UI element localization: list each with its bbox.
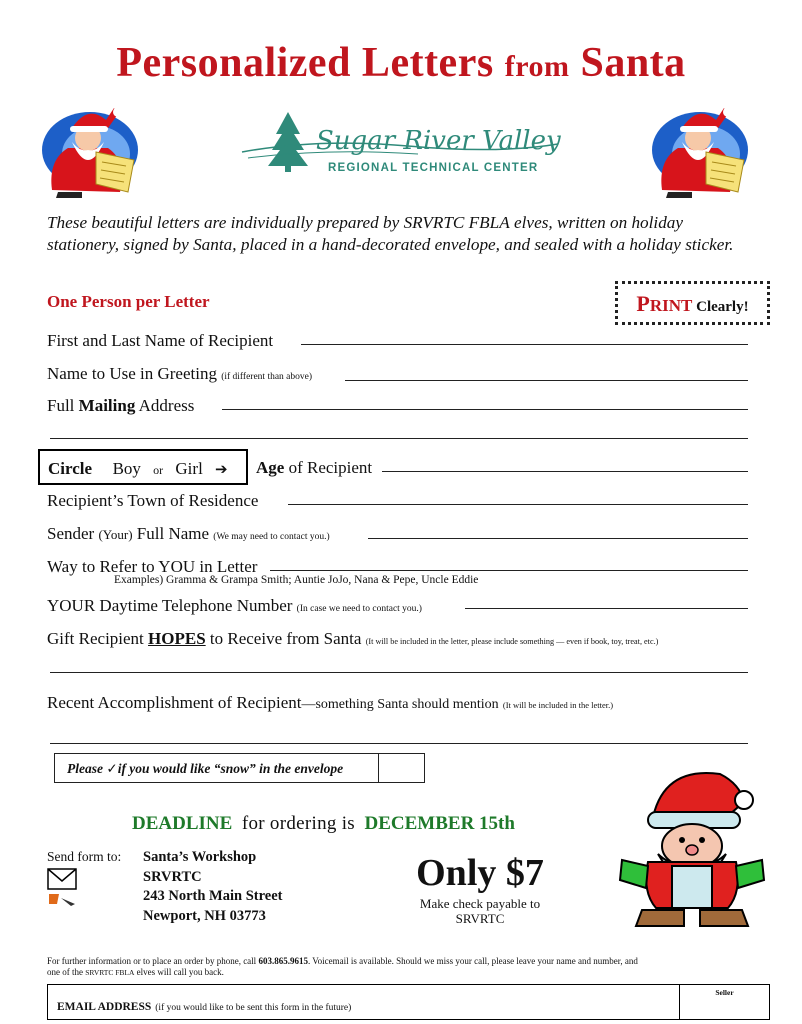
age-rest: of Recipient [284,458,373,477]
print-rest: RINT [649,296,693,315]
print-initial: P [636,291,650,316]
phone-text: YOUR Daytime Telephone Number [47,596,293,615]
town-field[interactable] [288,504,748,505]
intro-paragraph [47,212,747,256]
greeting-name-label [47,364,312,387]
footer-c: one of the [47,967,86,977]
accomplishment-label [47,693,613,715]
gift-hopes: HOPES [148,629,206,648]
email-label: EMAIL ADDRESS [57,1001,152,1013]
recipient-name-label: First and Last Name of Recipient [47,331,274,350]
deadline-date: DECEMBER 15th [364,813,515,834]
address-line-1: Santa’s Workshop [143,849,257,865]
send-address [143,848,282,926]
footer-d: elves will call you back. [134,967,224,977]
deadline-mid: for ordering is [241,813,356,834]
gift-a: Gift Recipient [47,629,149,648]
santa-cartoon-icon [612,762,768,930]
circle-label: Circle [48,459,93,478]
arrow-right-icon: ➔ [215,460,228,478]
girl-option[interactable]: Girl [175,459,203,478]
print-clearly: Clearly! [692,299,749,315]
refer-label: Way to Refer to YOU in Letter [47,557,258,576]
intro-org: SRVRTC FBLA [403,213,510,232]
logo-name: Sugar River Valley [316,126,561,156]
envelope-mail-icon [47,868,81,908]
accomp-note: (It will be included in the letter.) [502,700,614,710]
phone-label [47,596,422,619]
page-title [0,38,802,92]
mailing-pre: Full [47,396,79,415]
footer-b: . Voicemail is available. Should we miss your call, please leave your name and number, and [307,956,638,966]
age-label [256,458,372,478]
checkmark-icon: ✓ [106,761,118,777]
title-main: Personalized Letters [116,40,494,86]
sender-label [47,524,330,547]
srvrtc-logo [238,108,570,180]
mailing-bold: Mailing [78,396,136,415]
gift-note: (It will be included in the letter, please include something — even if book, toy, treat, etc.) [365,637,659,646]
seller-label: Seller [715,988,734,997]
price-block [400,850,560,926]
deadline-word: DEADLINE [132,813,233,834]
gender-circle-box [38,449,248,485]
address-line-3: 243 North Main Street [143,888,283,904]
greeting-name-field[interactable] [345,380,748,381]
one-person-heading: One Person per Letter [47,292,210,311]
price-amount: Only $7 [416,852,544,894]
snow-checkbox[interactable] [378,754,424,782]
mailing-address-field-2[interactable] [50,438,748,439]
title-from: from [504,50,570,83]
age-field[interactable] [382,471,748,472]
title-santa: Santa [580,40,686,86]
email-note: (if you would like to be sent this form in the future) [155,1003,352,1013]
sender-b: (Your) [98,527,133,542]
snow-option-box [54,753,425,783]
footer-org: SRVRTC FBLA [85,968,135,977]
sender-note: (We may need to contact you.) [213,532,330,542]
phone-note: (In case we need to contact you.) [296,604,422,614]
address-line-2: SRVRTC [143,868,202,885]
boy-option[interactable]: Boy [112,459,141,478]
town-label: Recipient’s Town of Residence [47,491,259,510]
accomp-text: Recent Accomplishment of Recipient [47,693,302,712]
footer-a: For further information or to place an order by phone, call [47,956,259,966]
check-payable: Make check payable to [419,896,541,911]
sender-field[interactable] [368,538,748,539]
sender-a: Sender [47,524,99,543]
email-field[interactable] [57,997,351,1015]
accomp-rest: —something Santa should mention [301,697,499,712]
gift-field[interactable] [50,672,748,673]
phone-field[interactable] [465,608,748,609]
snow-rest: if you would like “snow” in the envelope [117,761,344,776]
refer-field[interactable] [270,570,748,571]
greeting-name-note: (if different than above) [221,372,313,382]
send-label: Send form to: [47,849,122,864]
intro-part1: These beautiful letters are individually prepared by [47,213,404,232]
email-box [47,984,770,1020]
intro-part2: elves, written on holiday stationery, signed by Santa, placed in a hand-decorated envelope, and sealed with a holiday sticker. [47,213,734,254]
snow-please: Please [67,761,107,776]
accomplishment-field[interactable] [50,743,748,744]
recipient-name-field[interactable] [301,344,748,345]
footer-phone: 603.865.9615 [258,956,308,966]
greeting-name-text: Name to Use in Greeting [47,364,217,383]
footer-info [47,956,767,978]
deadline-line [132,813,515,835]
santa-reading-icon-left [38,100,150,200]
sender-c: Full Name [132,524,210,543]
gift-c: to Receive from Santa [205,629,362,648]
check-payee: SRVRTC [455,911,505,926]
print-clearly-box [615,281,770,325]
age-bold: Age [256,458,285,477]
refer-examples: Examples) Gramma & Grampa Smith; Auntie JoJo, Nana & Pepe, Uncle Eddie [114,574,479,586]
address-line-4: Newport, NH 03773 [143,907,266,924]
logo-subtitle: REGIONAL TECHNICAL CENTER [328,162,539,174]
or-text: or [153,463,164,477]
mailing-address-field-1[interactable] [222,409,748,410]
mailing-post: Address [135,396,195,415]
seller-cell[interactable] [679,985,769,1019]
gift-label [47,629,658,652]
mailing-address-label [47,396,194,416]
santa-reading-icon-right [648,100,760,200]
